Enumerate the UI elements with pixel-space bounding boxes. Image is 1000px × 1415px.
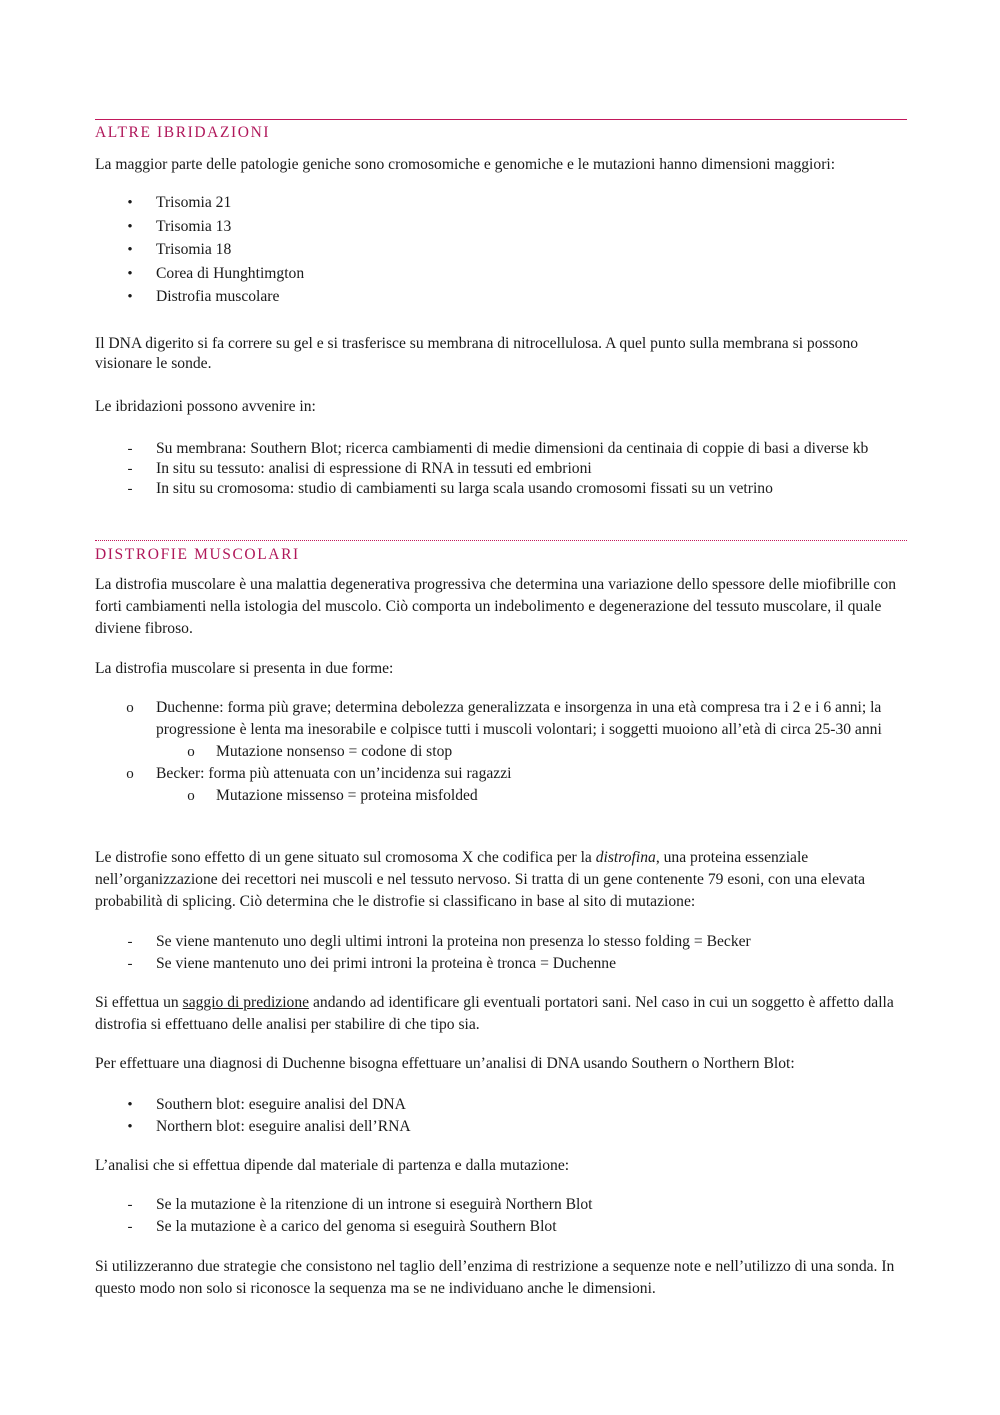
bullet-icon: •	[127, 218, 133, 235]
list-item	[0, 953, 1000, 975]
list-item	[0, 931, 1000, 953]
list-item	[0, 479, 1000, 499]
circle-bullet-icon: o	[126, 766, 134, 782]
bullet-icon: •	[127, 1119, 133, 1135]
splice-list	[0, 931, 1000, 975]
paragraph-intro-distrofia: La distrofia muscolare è una malattia degenerativa progressiva che determina una variazione dello spessore delle miofibrille con forti cambiamenti nella istologia del muscolo. Ciò comporta un indebolimento e degenerazione del tessuto muscolare, il quale diviene fibroso.	[95, 576, 897, 637]
list-item	[0, 193, 1000, 217]
list-item	[0, 287, 1000, 311]
hybridization-list	[0, 439, 1000, 499]
splice-case-label: Se viene mantenuto uno dei primi introni la proteina è tronca = Duchenne	[156, 955, 617, 972]
list-item	[0, 439, 1000, 459]
paragraph-intro-patologie: La maggior parte delle patologie geniche sono cromosomiche e genomiche e le mutazioni hanno dimensioni maggiori:	[95, 156, 836, 173]
form-sub-label: Mutazione missenso = proteina misfolded	[216, 787, 478, 804]
hyb-type-label: Su membrana: Southern Blot; ricerca cambiamenti di medie dimensioni da centinaia di coppie di basi a diverse kb	[156, 440, 869, 457]
list-item-becker	[0, 763, 1000, 785]
gene-text-b: , una proteina essenziale nell’organizzazione dei recettori nei muscoli e nel tessuto nervoso. Si tratta di un gene contenente 79 esoni, con una elevata probabilità di splicing. Ciò determina che le distrofie si classificano in base al sito di mutazione:	[95, 849, 866, 910]
list-item	[0, 217, 1000, 241]
list-item-duchenne	[0, 697, 1000, 741]
paragraph-forms-intro: La distrofia muscolare si presenta in due forme:	[95, 660, 394, 677]
list-item	[0, 240, 1000, 264]
list-item	[0, 459, 1000, 479]
dash-icon: -	[127, 481, 133, 497]
section-divider	[95, 540, 907, 541]
disease-label: Corea di Hunghtimgton	[156, 264, 305, 282]
circle-bullet-icon: o	[187, 744, 195, 760]
blot-list	[0, 1094, 1000, 1138]
bullet-icon: •	[127, 242, 133, 258]
list-item	[0, 264, 1000, 288]
paragraph-analysis-intro: L’analisi che si effettua dipende dal materiale di partenza e dalla mutazione:	[95, 1157, 570, 1174]
dash-icon: -	[127, 461, 133, 477]
bullet-icon: •	[127, 195, 133, 211]
paragraph-hyb-intro: Le ibridazioni possono avvenire in:	[95, 398, 316, 415]
list-item-sub	[0, 741, 1000, 763]
blot-label: Northern blot: eseguire analisi dell’RNA	[156, 1118, 411, 1135]
paragraph-gene	[95, 847, 907, 913]
section-divider	[95, 119, 907, 120]
dash-icon: -	[127, 1219, 133, 1235]
form-sub-label: Mutazione nonsenso = codone di stop	[216, 743, 453, 760]
section-heading-altre-ibridazioni: ALTRE IBRIDAZIONI	[95, 124, 271, 141]
blot-label: Southern blot: eseguire analisi del DNA	[156, 1096, 406, 1113]
disease-list	[0, 193, 1000, 311]
paragraph-diagnosis-intro: Per effettuare una diagnosi di Duchenne bisogna effettuare un’analisi di DNA usando Southern o Northern Blot:	[95, 1055, 795, 1072]
bullet-icon: •	[127, 265, 133, 282]
analysis-list	[0, 1194, 1000, 1238]
dash-icon: -	[127, 956, 133, 972]
list-item	[0, 1094, 1000, 1116]
section-heading-distrofie-muscolari: DISTROFIE MUSCOLARI	[95, 546, 300, 563]
disease-label: Distrofia muscolare	[156, 288, 280, 305]
paragraph-predizione	[95, 992, 907, 1036]
analysis-case-label: Se la mutazione è la ritenzione di un introne si eseguirà Northern Blot	[156, 1196, 593, 1213]
splice-case-label: Se viene mantenuto uno degli ultimi introni la proteina non presenza lo stesso folding = Becker	[156, 933, 751, 950]
predict-text-b: andando ad identificare gli eventuali portatori sani. Nel caso in cui un soggetto è affetto dalla distrofia si effettuano delle analisi per stabilire di che tipo sia.	[95, 994, 894, 1033]
form-label: Duchenne: forma più grave; determina debolezza generalizzata e insorgenza in una età compresa tra i 2 e i 6 anni; la progressione è lenta ma inesorabile e colpisce tutti i muscoli volontari; i soggetti muoiono all’età di circa 25-30 anni	[156, 699, 882, 738]
gene-text-a: Le distrofie sono effetto di un gene situato sul cromosoma X che codifica per la	[95, 849, 596, 866]
form-label: Becker: forma più attenuata con un’incidenza sui ragazzi	[156, 765, 512, 782]
circle-bullet-icon: o	[187, 788, 195, 804]
dash-icon: -	[127, 934, 133, 950]
disease-label: Trisomia 21	[156, 194, 232, 211]
forms-list	[0, 697, 1000, 807]
list-item	[0, 1116, 1000, 1138]
list-item	[0, 1194, 1000, 1216]
paragraph-transfer: Il DNA digerito si fa correre su gel e si trasferisce su membrana di nitrocellulosa. A quel punto sulla membrana si possono visionare le sonde.	[95, 335, 859, 372]
hyb-type-label: In situ su tessuto: analisi di espressione di RNA in tessuti ed embrioni	[156, 460, 592, 477]
list-item	[0, 1216, 1000, 1238]
dash-icon: -	[127, 441, 133, 457]
dash-icon: -	[127, 1197, 133, 1213]
disease-label: Trisomia 18	[156, 241, 232, 258]
predict-text-a: Si effettua un	[95, 994, 183, 1011]
gene-name: distrofina	[595, 849, 656, 866]
disease-label: Trisomia 13	[156, 217, 232, 235]
bullet-icon: •	[127, 1097, 133, 1113]
circle-bullet-icon: o	[126, 700, 134, 716]
hyb-type-label: In situ su cromosoma: studio di cambiamenti su larga scala usando cromosomi fissati su un vetrino	[156, 480, 773, 497]
list-item-sub	[0, 785, 1000, 807]
saggio-predizione-link[interactable]: saggio di predizione	[182, 994, 310, 1011]
bullet-icon: •	[127, 289, 133, 305]
paragraph-closing: Si utilizzeranno due strategie che consistono nel taglio dell’enzima di restrizione a sequenze note e nell’utilizzo di una sonda. In questo modo non solo si riconosce la sequenza ma se ne individuano anche le dimensioni.	[95, 1258, 895, 1297]
analysis-case-label: Se la mutazione è a carico del genoma si eseguirà Southern Blot	[156, 1218, 557, 1235]
